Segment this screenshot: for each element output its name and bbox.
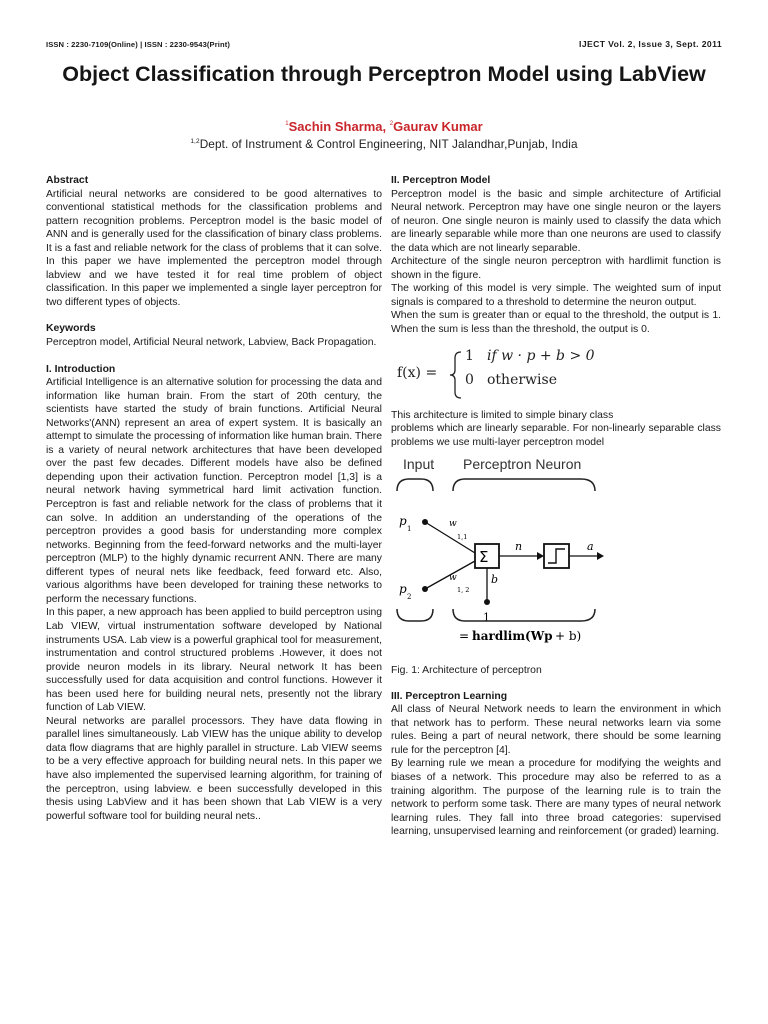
after-formula-line-2: problems which are linearly separable. For non-linearly separable class problems we use multi-layer perceptron model [391,423,721,448]
figure-p1: p [399,514,407,529]
figure-b: b [491,573,499,587]
intro-paragraph-2: In this paper, a new approach has been applied to build perceptron using Lab VIEW, virtual instrumentation software developed by National instruments USA. Lab view is a powerful graphical tool for measurement, instrumentation and control structured problems .However, it does not provide neuron models in its library. Neural network It has been successfully used for data acquisition and control functions. However it has been used here for building neural nets, presently not the library function of Lab VIEW. [46,607,382,714]
authors [0,119,768,134]
journal-header: IJECT Vol. 2, Issue 3, Sept. 2011 [579,39,722,49]
learning-paragraph-1: All class of Neural Network needs to learn the environment in which that network has to perform. These neural networks learn via some rules. Being a part of neural network, there should be some learning rule for the perceptron [4]. [391,704,721,756]
author2-name: Gaurav Kumar [393,119,483,134]
right-column [391,174,721,839]
figure-w11: w [449,519,457,530]
figure-n: n [515,540,523,554]
perceptron-diagram [391,449,621,664]
after-formula-line-1: This architecture is limited to simple binary class [391,409,614,421]
affiliation-mark: 1,2 [190,138,200,145]
keywords-text: Perceptron model, Artificial Neural network, Labview, Back Propagation. [46,337,377,349]
figure-w12: w [449,573,457,584]
model-paragraph-1: Perceptron model is the basic and simple architecture of Artificial Neural network. Perceptron may have one single neuron or the layers of neuron. One single neuron is mainly used to classify the data which are linearly separable while more than one neurons are used to classify the data which are not linearly separable. [391,188,721,254]
author1-mark: 1 [285,121,289,127]
formula-case2-value: 0 [465,371,474,388]
n-arrow [537,552,544,560]
figure-p1-sub: 1 [407,525,412,534]
input-top-bracket [397,479,433,491]
perceptron-figure [391,449,721,664]
author2-mark: 2 [389,121,394,127]
equation-equals: = [459,629,470,644]
figure-input-label: Input [403,456,435,473]
input-bottom-bracket [397,609,433,621]
formula-brace [449,350,463,400]
figure-neuron-label: Perceptron Neuron [463,456,582,473]
figure-w11-sub: 1,1 [457,533,468,542]
learning-paragraph-2: By learning rule we mean a procedure for modifying the weights and biases of a network. This procedure may also be referred to as a training algorithm. The purpose of the learning rule is to train the network to perform some task. There are many types of neural network learning rules. They fall into three broad categories: supervised learning, unsupervised learning and reinforcement (or graded) learning. [391,758,721,838]
perceptron-model-heading: II. Perceptron Model [391,175,491,186]
intro-paragraph-1: Artificial Intelligence is an alternative solution for processing the data and information like human brain. From the start of 20th century, the scientists have started the study of brain functions. Artificial Neural Networks'(ANN) represent an area of expert system. It is basically an attempt to simulate the processing of information like human brain. There is a variety of neural network architectures that have been developed over the past few decades. Different models have also be defined depending upon their activation function. Perceptron model [1,3] is a neural network having symmetrical hard limit activation function. Perceptron is fast and reliable network for the class of problems that it can solve. In addition an understanding of the operations of the perceptron provides a good basis for understanding more complex networks. Beginning from the feed-forward networks and the multi-layer perceptron (MLP) to the highly dynamic recurrent ANN. There are many different types of neural nets like feedback, feed forward etc. Also, various algorithms have been developed for training these networks to perform the necessary functions. [46,377,382,605]
abstract-text: Artificial neural networks are considered to be good alternatives to conventional statistical methods for the classification problems and pattern recognition problems. Perceptron model is the basic model of ANN and is generally used for the classification of binary class problems. It is a fast and reliable network for the class of problems that it can solve. In this paper we have implemented the perceptron model through labview and we have tested it for real time problem of object classification. In this paper we implemented a single layer perceptron for two different types of objects. [46,188,382,308]
paper-title: Object Classification through Perceptron Model using LabView [62,62,706,86]
figure-a: a [587,540,594,554]
equation-function: hardlim(Wp [472,629,553,644]
figure-p2: p [399,582,407,597]
figure-caption: Fig. 1: Architecture of perceptron [391,665,542,677]
figure-one: 1 [483,611,490,625]
a-arrow [597,552,604,560]
figure-p2-sub: 2 [407,593,412,602]
formula-case1-condition: if w · p + b > 0 [487,347,595,364]
abstract-heading: Abstract [46,175,89,186]
formula-case1-value: 1 [465,347,474,364]
affiliation [0,137,768,151]
equation-rest: + b) [555,629,582,644]
neuron-bottom-bracket [453,609,595,621]
formula-lhs: f(x) = [397,364,438,381]
figure-sum: Σ [479,548,489,567]
hardlimit-formula [391,337,721,409]
figure-w12-sub: 1, 2 [457,586,470,595]
author1-name: Sachin Sharma, [288,119,387,134]
model-paragraph-2: Architecture of the single neuron perceptron with hardlimit function is shown in the figure. [391,256,721,281]
bias-node [484,599,490,605]
intro-paragraph-3: Neural networks are parallel processors. They have data flowing in parallel lines simultaneously. Lab VIEW has the unique ability to develop data flow diagrams that are highly parallel in structure. Lab VIEW seems to be a very effective approach for building neural nets. In this paper we have also implemented the supervised learning algorithm, for training of the perceptron, using labview. e been successfully developed in this thesis using LabView and it has been shown that Lab VIEW is a very powerful software tool for building neural nets.. [46,715,382,822]
neuron-top-bracket [453,479,595,491]
left-column [46,174,382,823]
issn-header: ISSN : 2230-7109(Online) | ISSN : 2230-9543(Print) [46,40,230,49]
formula-case2-condition: otherwise [487,371,557,388]
keywords-heading: Keywords [46,323,96,335]
perceptron-learning-heading: III. Perceptron Learning [391,690,508,702]
model-paragraph-3: The working of this model is very simple. The weighted sum of input signals is compared to a threshold to determine the neuron output. [391,283,721,308]
model-paragraph-4: When the sum is greater than or equal to the threshold, the output is 1. When the sum is less than the threshold, the output is 0. [391,310,721,336]
introduction-heading: I. Introduction [46,363,116,375]
affiliation-text: Dept. of Instrument & Control Engineering, NIT Jalandhar,Punjab, India [199,137,578,151]
